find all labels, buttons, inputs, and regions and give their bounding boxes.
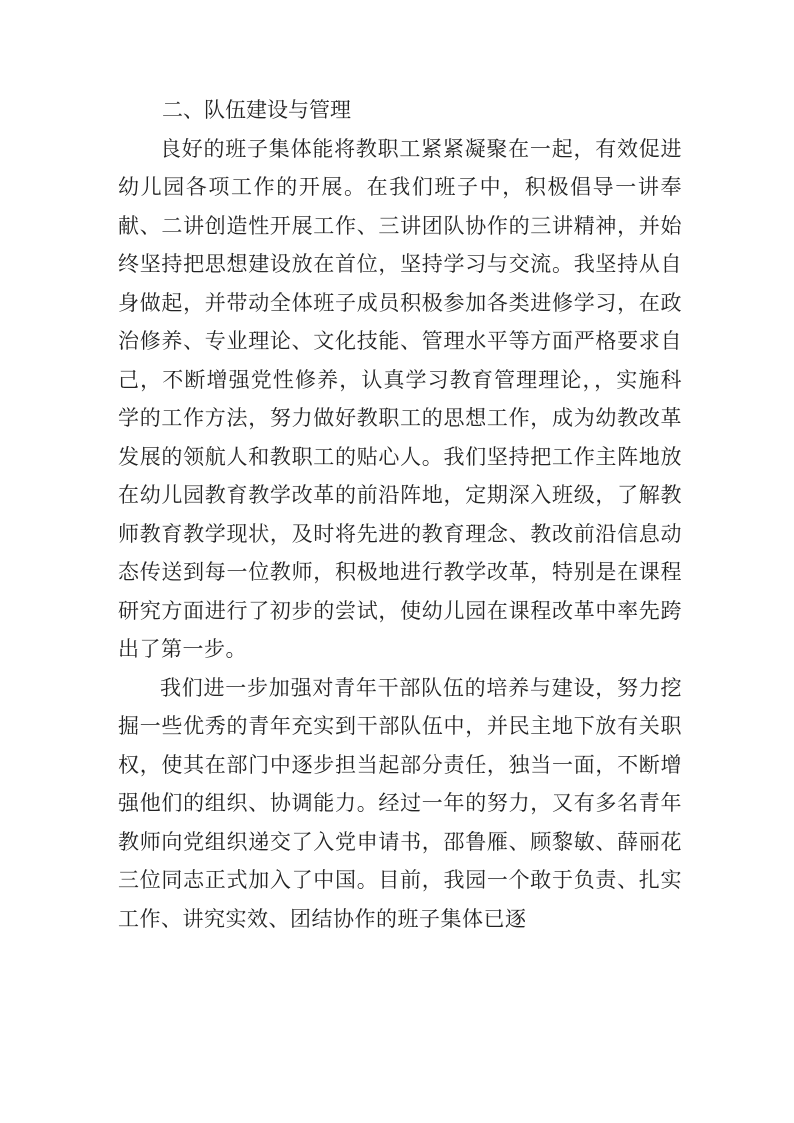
section-heading: 二、队伍建设与管理 — [162, 98, 351, 122]
document-body — [118, 91, 682, 938]
paragraph-team-collective: 良好的班子集体能将教职工紧紧凝聚在一起，有效促进幼儿园各项工作的开展。在我们班子中，积极倡导一讲奉献、二讲创造性开展工作、三讲团队协作的三讲精神，并始终坚持把思想建设放在首位，坚持学习与交流。我坚持从自身做起，并带动全体班子成员积极参加各类进修学习，在政治修养、专业理论、文化技能、管理水平等方面严格要求自己，不断增强党性修养，认真学习教育管理理论，，实施科学的工作方法，努力做好教职工的思想工作，成为幼教改革发展的领航人和教职工的贴心人。我们坚持把工作主阵地放在幼儿园教育教学改革的前沿阵地，定期深入班级，了解教师教育教学现状，及时将先进的教育理念、教改前沿信息动态传送到每一位教师，积极地进行教学改革，特别是在课程研究方面进行了初步的尝试，使幼儿园在课程改革中率先跨出了第一步。 — [118, 136, 682, 661]
paragraph-young-cadres: 我们进一步加强对青年干部队伍的培养与建设，努力挖掘一些优秀的青年充实到干部队伍中，并民主地下放有关职权，使其在部门中逐步担当起部分责任，独当一面，不断增强他们的组织、协调能力。经过一年的努力，又有多名青年教师向党组织递交了入党申请书，邵鲁雁、顾黎敏、薛丽花三位同志正式加入了中国。目前，我园一个敢于负责、扎实工作、讲究实效、团结协作的班子集体已逐 — [118, 675, 682, 931]
